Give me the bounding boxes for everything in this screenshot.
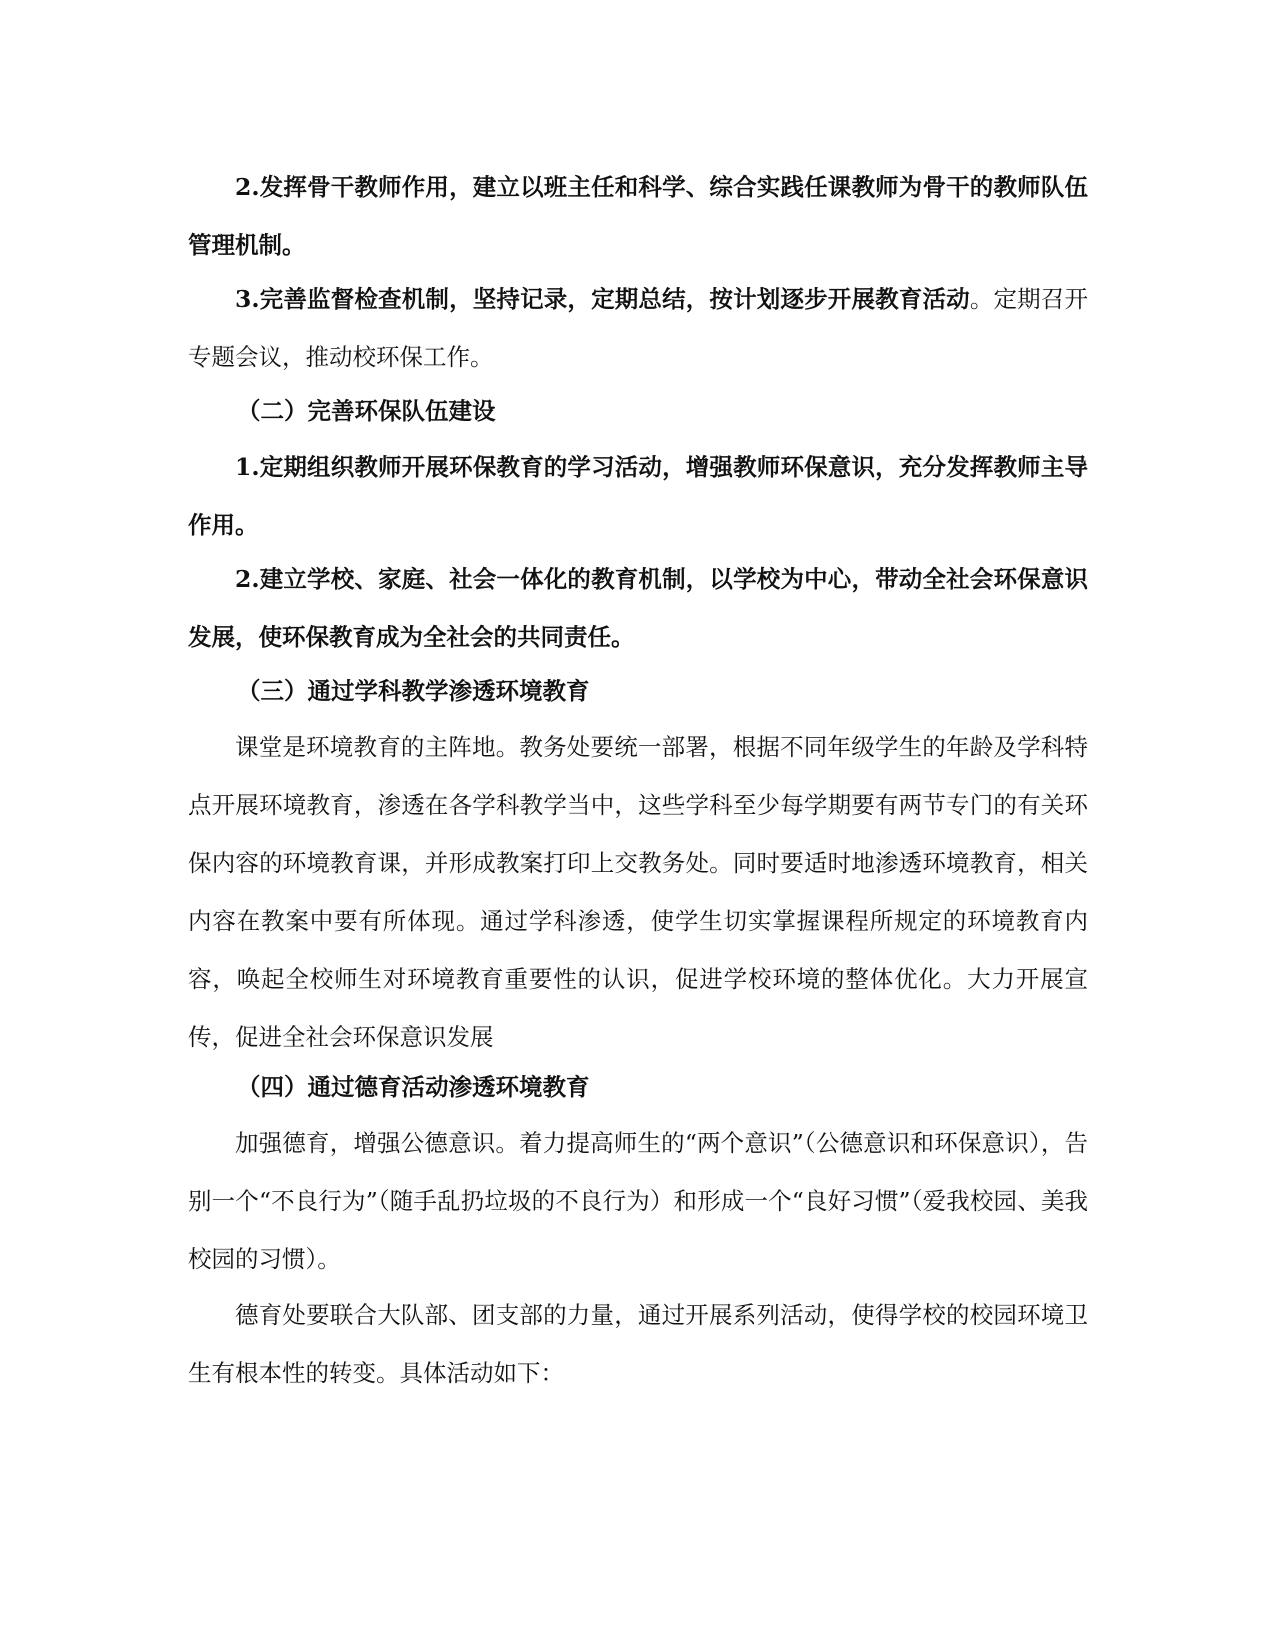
section-four-body-2: 德育处要联合大队部、团支部的力量，通过开展系列活动，使得学校的校园环境卫生有根本性的转变。具体活动如下： <box>188 1301 1088 1387</box>
section-one-item-3-bold: 3.完善监督检查机制，坚持记录，定期总结，按计划逐步开展教育活动 <box>235 285 970 313</box>
section-one-item-3 <box>188 270 1088 386</box>
section-one-item-2: 2.发挥骨干教师作用，建立以班主任和科学、综合实践任课教师为骨干的教师队伍管理机制。 <box>188 173 1088 259</box>
section-three-heading: （三）通过学科教学渗透环境教育 <box>237 677 590 705</box>
section-four-heading: （四）通过德育活动渗透环境教育 <box>237 1073 590 1101</box>
section-two-heading: （二）完善环保队伍建设 <box>237 397 496 425</box>
section-four-body-1: 加强德育，增强公德意识。着力提高师生的“两个意识”（公德意识和环保意识），告别一个“不良行为”（随手乱扔垃圾的不良行为）和形成一个“良好习惯”（爱我校园、美我校园的习惯）。 <box>188 1129 1088 1273</box>
section-three-body: 课堂是环境教育的主阵地。教务处要统一部署，根据不同年级学生的年龄及学科特点开展环境教育，渗透在各学科教学当中，这些学科至少每学期要有两节专门的有关环保内容的环境教育课，并形成教案打印上交教务处。同时要适时地渗透环境教育，相关内容在教案中要有所体现。通过学科渗透，使学生切实掌握课程所规定的环境教育内容，唤起全校师生对环境教育重要性的认识，促进学校环境的整体优化。大力开展宣传，促进全社会环保意识发展 <box>188 733 1088 1051</box>
section-two-item-2: 2.建立学校、家庭、社会一体化的教育机制，以学校为中心，带动全社会环保意识发展，使环保教育成为全社会的共同责任。 <box>188 565 1088 651</box>
section-two-item-1: 1.定期组织教师开展环保教育的学习活动，增强教师环保意识，充分发挥教师主导作用。 <box>188 453 1088 539</box>
section-one-item-3-tail: 。定期召开专题会议，推动校环保工作。 <box>188 285 1088 371</box>
